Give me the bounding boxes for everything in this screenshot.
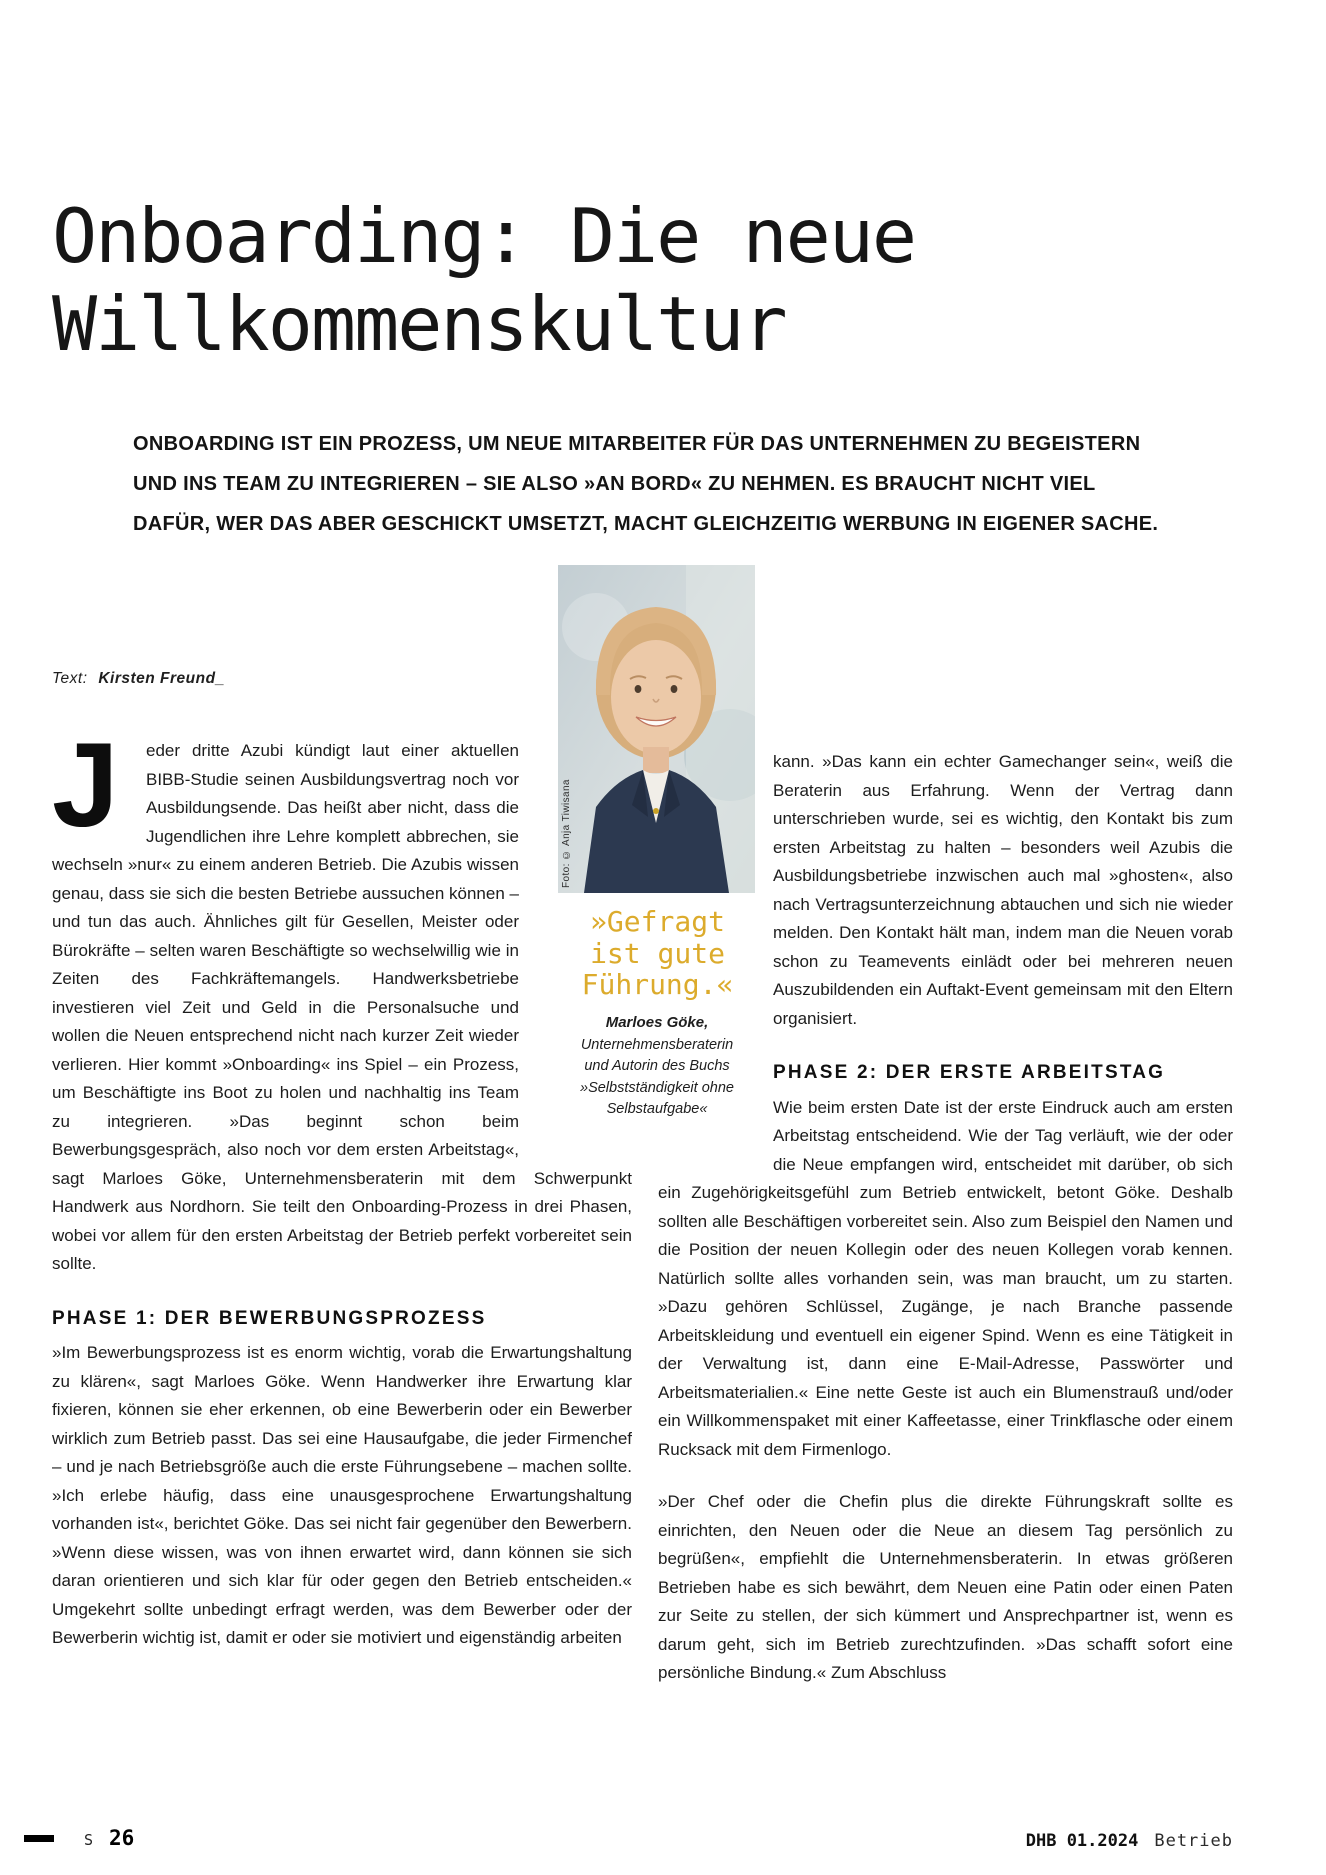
pull-quote: »Gefragt ist gute Führung.« (581, 905, 734, 1001)
byline-author: Kirsten Freund_ (98, 670, 225, 687)
phase2-paragraph-1: Wie beim ersten Date ist der erste Eindruck auch am ersten Arbeitstag entscheidend. Wie der Tag verläuft, wie der oder die Neue empfangen wird, entscheidet mit darüber, ob sich ein Zugehörigkeitsgefühl zum Betrieb entwickelt, betont Göke. Deshalb sollten alle Beschäftigen vorbereitet sein. Also zum Beispiel den Namen und die Position der neuen Kollegin oder des neuen Kollegen vorab kennen. Natürlich sollte alles vorhanden sein, was man braucht, um zu starten. »Dazu gehören Schlüssel, Zugänge, je nach Branche passende Arbeitskleidung und eventuell ein eigener Spind. Wenn es eine Tätigkeit in der Verwaltung ist, dann eine E-Mail-Adresse, Passwörter und Arbeitsmaterialien.« Eine nette Geste ist auch ein Blumenstrauß und/oder ein Willkommenspaket mit einer Kaffeetasse, einer Trinkflasche oder einem Rucksack mit dem Firmenlogo. (658, 1097, 1233, 1459)
standfirst (133, 424, 1158, 544)
byline-prefix: Text: (52, 670, 88, 687)
photo-cutout-spacer-right (658, 748, 773, 1168)
dropcap: J (52, 718, 119, 852)
intro-paragraph: eder dritte Azubi kündigt laut einer aktuellen BIBB-Studie seinen Ausbildungsvertrag noch vor Ausbildungsende. Das heißt aber nicht, dass die Jugendlichen ihre Lehre komplett abbrechen, sie wechseln »nur« zu einem anderen Betrieb. Die Azubis wissen genau, dass sie sich die besten Betriebe aussuchen können – und tun das auch. Ähnliches gilt für Gesellen, Meister oder Bürokräfte – selten waren Beschäftigte so wechselwillig wie in Zeiten des Fachkräftemangels. Handwerksbetriebe investieren viel Zeit und Geld in die Personalsuche und wollen die Neuen entsprechend nicht nach kurzer Zeit wieder verlieren. Hier kommt »Onboarding« ins Spiel – ein Prozess, um Beschäftigte ins Boot zu holen und nachhaltig ins Team zu integrieren. »Das beginnt schon beim Bewerbungsgespräch, also noch vor dem ersten Arbeitstag«, sagt Marloes Göke, Unternehmensberaterin mit dem Schwerpunkt Handwerk aus Nordhorn. Sie teilt den Onboarding-Prozess in drei Phasen, wobei vor allem für den ersten Arbeitstag der Betrieb perfekt vorbereitet sein sollte. (52, 741, 632, 1273)
phase2-paragraph-2: »Der Chef oder die Chefin plus die direkte Führungskraft sollte es einrichten, den Neuen oder die Neue an diesem Tag persönlich zu begrüßen«, empfiehlt die Unternehmensberaterin. In etwas größeren Betrieben habe es sich bewährt, dem Neuen eine Patin oder einen Paten zur Seite zu stellen, der sich kümmert und Ansprechpartner ist, wenn es darum geht, sich im Betrieb zurechtzufinden. »Das schafft sofort eine persönliche Bindung.« Zum Abschluss (658, 1492, 1233, 1682)
standfirst-line-3: DAFÜR, WER DAS ABER GESCHICKT UMSETZT, MACHT GLEICHZEITIG WERBUNG IN EIGENER SACHE. (133, 513, 1159, 535)
footer-right (1026, 1831, 1233, 1851)
title-line-1: Onboarding: Die neue (52, 192, 916, 280)
right-column (658, 748, 1233, 1688)
page-title (52, 192, 915, 368)
footer-issue: DHB 01.2024 (1025, 1831, 1139, 1851)
byline (52, 670, 225, 688)
continuation-paragraph: kann. »Das kann ein echter Gamechanger sein«, weiß die Beraterin aus Erfahrung. Wenn der Vertrag dann unterschrieben wurde, sei es wichtig, den Kontakt bis zum ersten Arbeitstag zu halten – besonders weil Azubis die Ausbildungsbetriebe inzwischen auch mal »ghosten«, also nach Vertragsunterzeichnung abtauchen und sich nie wieder melden. Den Kontakt hält man, indem man die Neuen vorab schon zu Teamevents einlädt oder bei mehreren neuen Auszubildenden ein Auftakt-Event gemeinsam mit den Eltern organisiert. (773, 752, 1233, 1028)
photo-credit: Foto: © Anja Tiwisana (561, 779, 572, 888)
footer-dash (24, 1835, 54, 1842)
photo-cutout-spacer-left (519, 737, 632, 1162)
phase1-heading: PHASE 1: DER BEWERBUNGSPROZESS (52, 1307, 487, 1329)
phase1-paragraph: »Im Bewerbungsprozess ist es enorm wichtig, vorab die Erwartungshaltung zu klären«, sagt Marloes Göke. Wenn Handwerker ihre Erwartung klar fixieren, können sie eher erkennen, ob eine Bewerberin oder ein Bewerber wirklich zum Betrieb passt. Das sei eine Hausaufgabe, die jeder Firmenchef – und je nach Betriebsgröße auch die erste Führungsebene – machen sollte. »Ich erlebe häufig, dass eine unausgesprochene Erwartungshaltung vorhanden ist«, berichtet Göke. Das sei nicht fair gegenüber den Bewerbern. »Wenn diese wissen, was von ihnen erwartet wird, dann können sie sich daran orientieren und sich klar für oder gegen den Betrieb entscheiden.« Umgekehrt sollte unbedingt erfragt werden, was dem Bewerber oder der Bewerberin wichtig ist, damit er oder sie motiviert und eigenständig arbeiten (52, 1343, 632, 1647)
caption-name: Marloes Göke, (605, 1014, 709, 1031)
footer-page-number: 26 (109, 1826, 135, 1850)
title-line-2: Willkommenskultur (52, 280, 786, 368)
standfirst-line-2: UND INS TEAM ZU INTEGRIEREN – SIE ALSO »AN BORD« ZU NEHMEN. ES BRAUCHT NICHT VIEL (133, 473, 1096, 495)
phase2-heading: PHASE 2: DER ERSTE ARBEITSTAG (773, 1062, 1166, 1083)
left-column (52, 718, 632, 1653)
standfirst-line-1: ONBOARDING IST EIN PROZESS, UM NEUE MITARBEITER FÜR DAS UNTERNEHMEN ZU BEGEISTERN (133, 433, 1141, 455)
footer-left (24, 1826, 134, 1850)
caption-description: Unternehmensberaterin und Autorin des Buchs »Selbstständigkeit ohne Selbstaufgabe« (580, 1036, 734, 1117)
footer-page-label: S (84, 1831, 94, 1849)
footer-section: Betrieb (1154, 1831, 1233, 1851)
